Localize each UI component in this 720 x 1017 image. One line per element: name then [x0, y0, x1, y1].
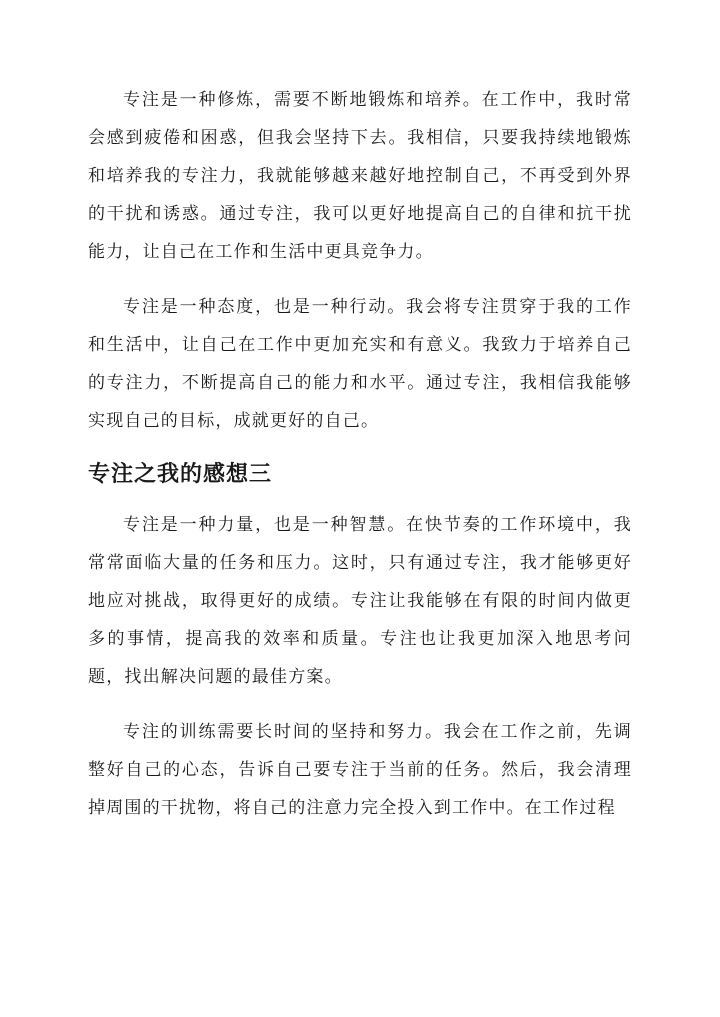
paragraph: 专注是一种力量，也是一种智慧。在快节奏的工作环境中，我常常面临大量的任务和压力。这时，只有通过专注，我才能够更好地应对挑战，取得更好的成绩。专注让我能够在有限的时间内做更多的事情，提高我的效率和质量。专注也让我更加深入地思考问题，找出解决问题的最佳方案。	[88, 515, 632, 687]
paragraph: 专注的训练需要长时间的坚持和努力。我会在工作之前，先调整好自己的心态，告诉自己要专注于当前的任务。然后，我会清理掉周围的干扰物，将自己的注意力完全投入到工作中。在工作过程	[88, 722, 632, 818]
paragraph: 专注是一种态度，也是一种行动。我会将专注贯穿于我的工作和生活中，让自己在工作中更加充实和有意义。我致力于培养自己的专注力，不断提高自己的能力和水平。通过专注，我相信我能够实现自己的目标，成就更好的自己。	[88, 297, 632, 431]
paragraph: 专注是一种修炼，需要不断地锻炼和培养。在工作中，我时常会感到疲倦和困惑，但我会坚持下去。我相信，只要我持续地锻炼和培养我的专注力，我就能够越来越好地控制自己，不再受到外界的干扰和诱惑。通过专注，我可以更好地提高自己的自律和抗干扰能力，让自己在工作和生活中更具竞争力。	[88, 90, 632, 262]
section-heading: 专注之我的感想三	[88, 461, 273, 487]
